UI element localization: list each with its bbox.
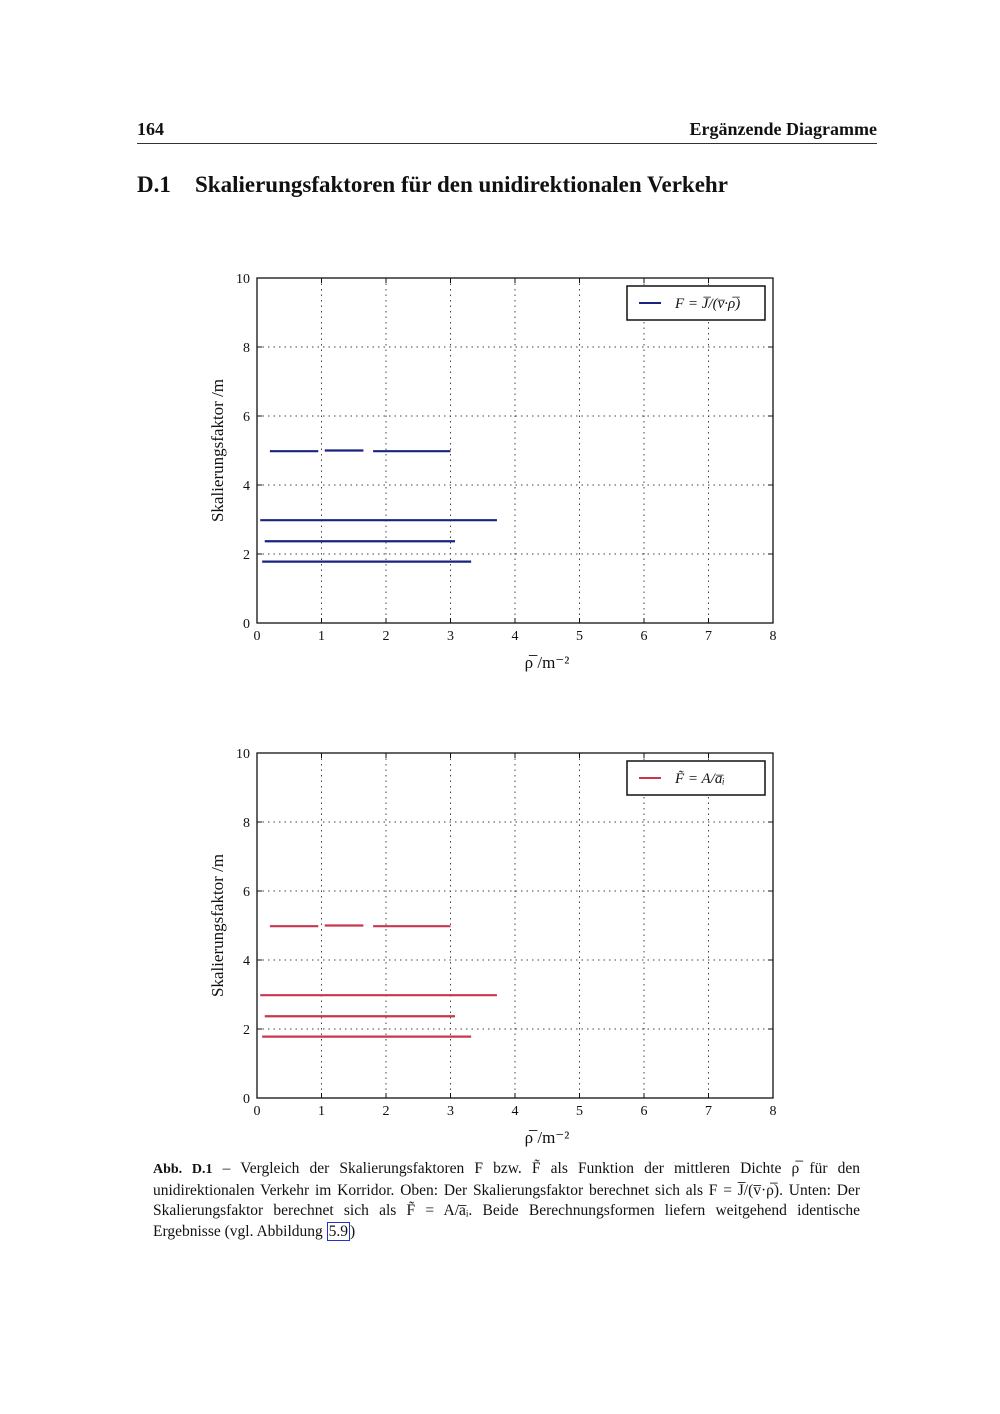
x-tick-label: 7 [705,1104,712,1119]
y-tick-label: 8 [243,341,250,356]
running-title: Ergänzende Diagramme [689,119,877,139]
x-tick-label: 3 [447,1104,454,1119]
legend-label: F = J̅/(v̅·ρ̅) [675,296,741,312]
x-tick-label: 8 [769,629,777,644]
section-title: Skalierungsfaktoren für den unidirektionalen Verkehr [195,172,728,197]
x-axis-label: ρ̅ /m⁻² [524,1128,570,1147]
x-tick-label: 0 [253,629,261,644]
y-tick-label: 2 [243,1023,250,1038]
x-tick-label: 7 [705,629,712,644]
y-tick-label: 4 [243,954,250,969]
x-tick-label: 5 [576,629,583,644]
x-tick-label: 1 [318,1104,325,1119]
x-axis-label: ρ̅ /m⁻² [524,653,570,672]
x-tick-label: 8 [769,1104,777,1119]
chart-top [190,258,810,688]
y-axis-label: Skalierungsfaktor /m [208,378,227,523]
y-tick-label: 0 [243,617,250,632]
y-tick-label: 6 [243,410,250,425]
figure-reference-link[interactable]: 5.9 [328,1222,349,1240]
y-tick-label: 10 [236,747,250,762]
y-tick-label: 8 [243,816,250,831]
x-tick-label: 6 [640,1104,648,1119]
x-tick-label: 3 [447,629,454,644]
y-tick-label: 0 [243,1092,250,1107]
x-tick-label: 1 [318,629,325,644]
caption-label: Abb. D.1 [153,1162,213,1177]
x-tick-label: 4 [511,1104,519,1119]
x-tick-label: 5 [576,1104,583,1119]
figure-caption [153,1159,860,1242]
chart-bottom [190,733,810,1163]
y-tick-label: 4 [243,479,250,494]
page-number: 164 [137,119,164,139]
page-header [137,119,877,144]
x-tick-label: 2 [382,1104,390,1119]
x-tick-label: 4 [511,629,519,644]
y-tick-label: 2 [243,548,250,563]
y-tick-label: 10 [236,272,250,287]
y-axis-label: Skalierungsfaktor /m [208,853,227,998]
x-tick-label: 6 [640,629,648,644]
y-tick-label: 6 [243,885,250,900]
legend-label: F̃ = A/a̅ᵢ [675,771,725,787]
chart-svg [190,258,810,688]
section-heading [137,172,728,198]
caption-text-end: ) [350,1222,356,1240]
section-number: D.1 [137,172,171,197]
chart-svg [190,733,810,1163]
x-tick-label: 0 [253,1104,261,1119]
x-tick-label: 2 [382,629,390,644]
caption-text: – Vergleich der Skalierungsfaktoren F bzw. F̃ als Funktion der mittleren Dichte ρ̅ für den unidirektionalen Verkehr im Korridor. Oben: Der Skalierungsfaktor berechnet sich als F = J̅/(v̅·ρ̅). Unten: Der Skalierungsfaktor berechnet sich als F̃ = A/a̅ᵢ. Beide Berechnungsformen liefern weitgehend identische Ergebnisse (vgl. Abbildung [153,1160,860,1240]
